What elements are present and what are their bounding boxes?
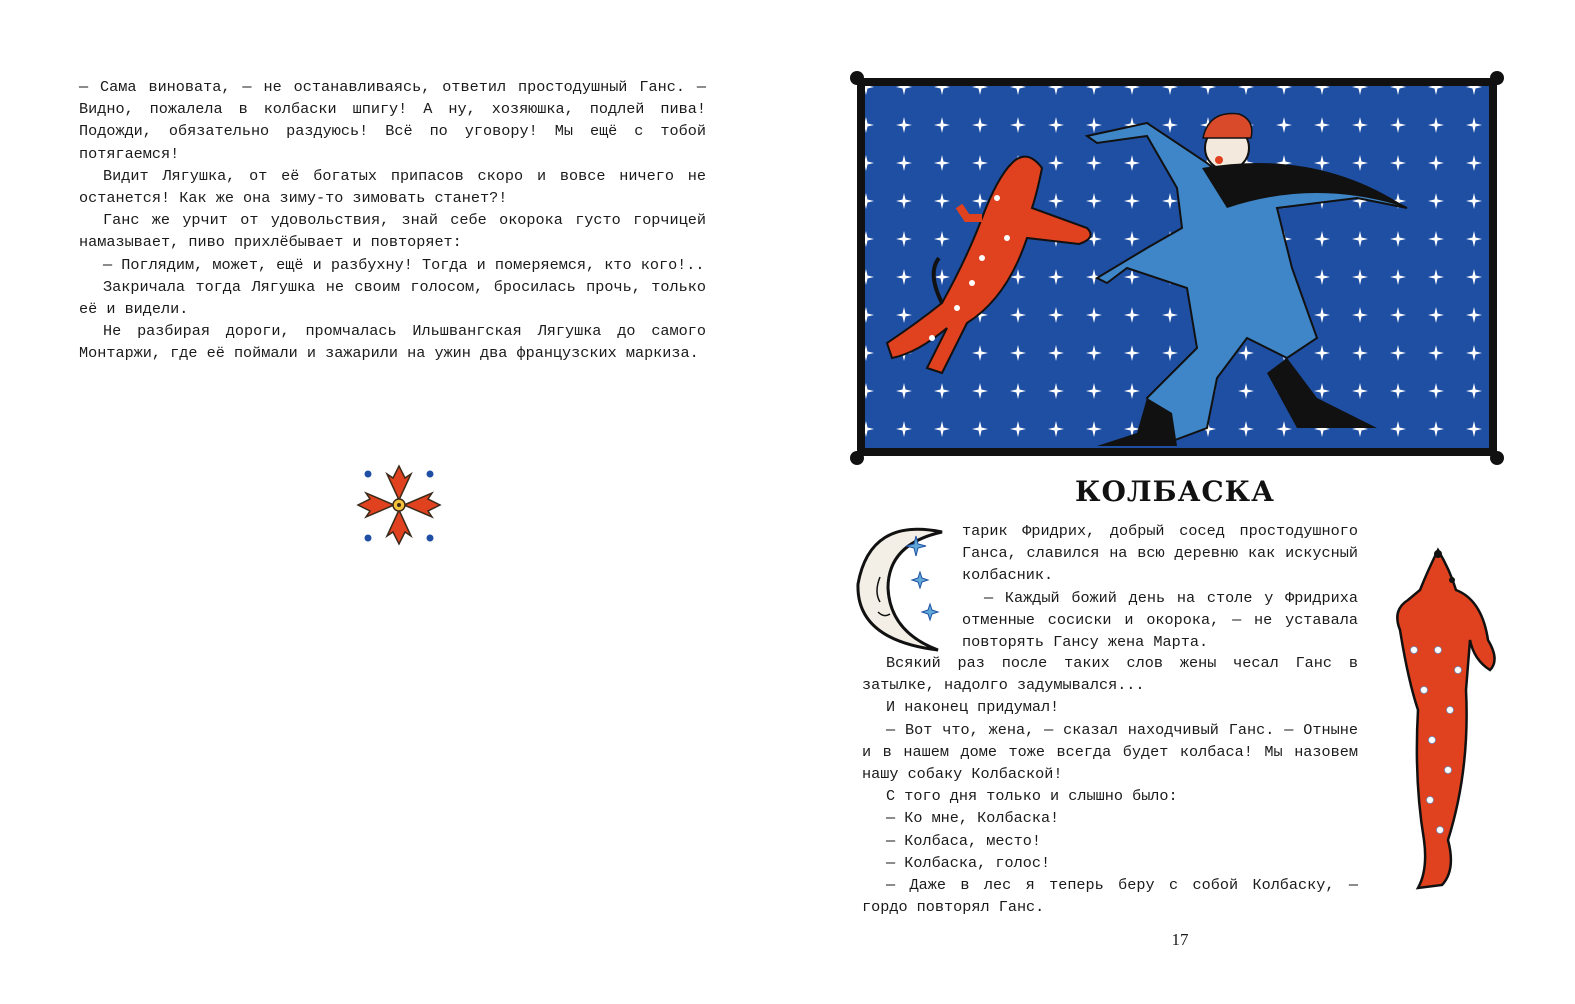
paragraph: Закричала тогда Лягушка не своим голосом, бросилась прочь, только её и видели.: [79, 277, 706, 319]
paragraph: — Поглядим, может, ещё и разбухну! Тогда и померяемся, кто кого!..: [103, 255, 705, 274]
hans-and-dog-illustration: [847, 68, 1507, 468]
paragraph: Всякий раз после таких слов жены чесал Ганс в затылке, надолго задумывался...: [862, 654, 1358, 695]
paragraph: Ганс же урчит от удовольствия, знай себе окорока густо горчицей намазывает, пиво прихлёбывает и повторяет:: [79, 211, 706, 252]
paragraph: — Вот что, жена, — сказал находчивый Ганс. — Отныне и в нашем доме тоже всегда будет колбаса! Мы назовем нашу собаку Колбаской!: [862, 720, 1358, 784]
paragraph: тарик Фридрих, добрый сосед простодушного Ганса, славился на всю деревню как искусный колбасник.: [962, 522, 1358, 585]
paragraph: — Даже в лес я теперь беру с собой Колбаску, — гордо повторял Ганс.: [862, 876, 1358, 917]
standing-dog-icon: [1378, 540, 1508, 900]
right-page-text: [862, 652, 1358, 918]
left-page-text: [79, 76, 706, 365]
paragraph: — Ко мне, Колбаска!: [886, 809, 1060, 828]
cross-flower-ornament-icon: [354, 460, 444, 550]
paragraph: Не разбирая дороги, промчалась Ильшвангская Лягушка до самого Монтаржи, где её поймали и зажарили на ужин два французских маркиза.: [79, 322, 706, 363]
paragraph: — Сама виновата, — не останавливаясь, ответил простодушный Ганс. — Видно, пожалела в колбаски шпигу! А ну, хозяюшка, подлей пива! Подожди, обязательно раздуюсь! Всё по уговору! Мы ещё с тобой потягаемся!: [79, 78, 706, 163]
page-number: 17: [1171, 930, 1189, 949]
paragraph: — Каждый божий день на столе у Фридриха отменные сосиски и окорока, — не уставала повторять Гансу жена Марта.: [962, 588, 1358, 652]
paragraph: — Колбаса, место!: [886, 831, 1041, 850]
paragraph: И наконец придумал!: [886, 698, 1060, 717]
story-heading: КОЛБАСКА: [1075, 475, 1275, 508]
crescent-moon-drop-cap-icon: [850, 522, 958, 654]
paragraph: — Колбаска, голос!: [886, 853, 1051, 872]
paragraph: Видит Лягушка, от её богатых припасов скоро и вовсе ничего не останется! Как же она зиму-то зимовать станет?!: [79, 166, 706, 208]
paragraph: С того дня только и слышно было:: [886, 787, 1178, 806]
first-paragraph-block: [962, 520, 1358, 653]
